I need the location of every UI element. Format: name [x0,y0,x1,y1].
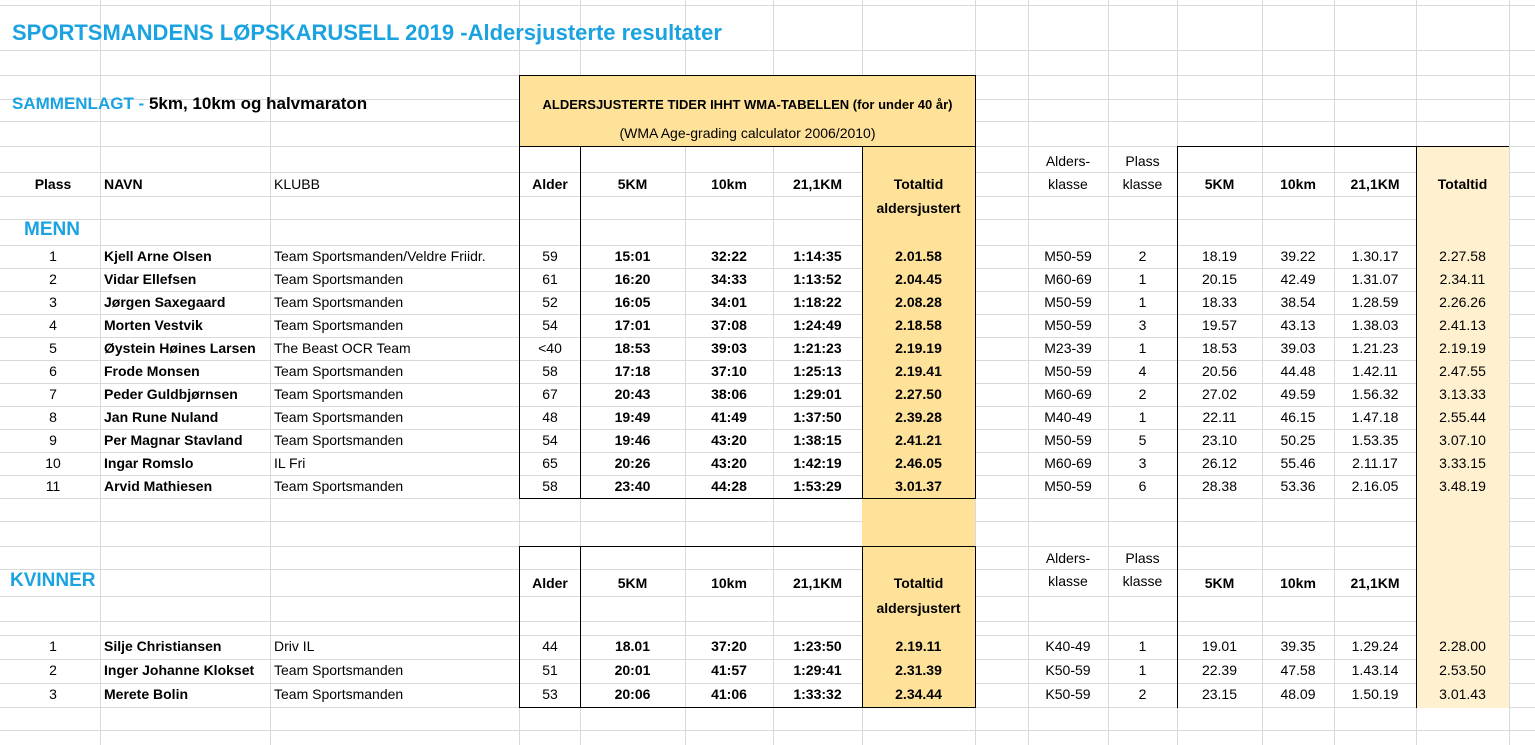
subtitle [8,91,513,117]
subtitle-rest: 5km, 10km og halvmaraton [148,94,368,114]
women-header-10km-right: 10km [1280,574,1316,591]
men-klubb-cell: Team Sportsmanden [274,271,404,288]
men-km21-cell: 1:21:23 [793,340,842,357]
men-km10-cell: 32:22 [711,248,747,265]
men-alder-cell: <40 [538,340,562,357]
header-totaltid: Totaltid [893,175,944,192]
men-km5-cell: 19:46 [614,432,651,449]
men-r5-cell: 26.12 [1201,455,1238,472]
men-klasse-cell: M60-69 [1044,455,1092,472]
men-rtot-cell: 2.41.13 [1439,317,1486,334]
men-plass-cell: 5 [49,340,57,357]
men-r21-cell: 1.28.59 [1351,294,1399,311]
men-navn-cell: Peder Guldbjørnsen [104,386,238,403]
men-klasse-cell: M60-69 [1044,271,1092,288]
wma-subtitle: (WMA Age-grading calculator 2006/2010) [619,124,876,141]
men-plass-klasse-cell: 3 [1138,317,1147,334]
men-total-cell: 2.27.50 [895,386,942,403]
women-table-bottom [519,707,975,708]
men-alder-cell: 65 [542,455,558,472]
men-km5-cell: 16:20 [614,271,651,288]
men-km10-cell: 37:08 [711,317,747,334]
women-km21-cell: 1:23:50 [793,638,842,655]
men-r10-cell: 55.46 [1280,455,1316,472]
men-r10-cell: 39.22 [1280,248,1316,265]
men-plass-cell: 4 [49,317,57,334]
men-klasse-cell: M60-69 [1044,386,1092,403]
women-km10-cell: 41:06 [711,686,747,703]
men-total-cell: 2.04.45 [895,271,942,288]
men-km5-cell: 20:26 [614,455,651,472]
men-km21-cell: 1:42:19 [793,455,842,472]
men-km5-cell: 17:18 [614,363,651,380]
men-plass-klasse-cell: 5 [1138,432,1147,449]
men-navn-cell: Jan Rune Nuland [104,409,219,426]
women-klasse-cell: K50-59 [1045,662,1091,679]
men-rtot-cell: 3.07.10 [1439,432,1486,449]
women-km5-cell: 18.01 [614,638,651,655]
men-klubb-cell: Team Sportsmanden/Veldre Friidr. [274,248,486,265]
men-r10-cell: 43.13 [1280,317,1316,334]
women-klasse-cell: K40-49 [1045,638,1091,655]
men-klubb-cell: Team Sportsmanden [274,432,404,449]
header-alders: Alders- [1045,152,1091,169]
men-r5-cell: 20.56 [1201,363,1238,380]
men-plass-cell: 11 [45,478,61,495]
men-plass-klasse-cell: 1 [1138,271,1147,288]
men-navn-cell: Øystein Høines Larsen [104,340,256,357]
men-klubb-cell: Team Sportsmanden [274,386,404,403]
men-r5-cell: 27.02 [1201,386,1238,403]
men-km5-cell: 20:43 [614,386,651,403]
women-plass-cell: 3 [49,686,57,703]
men-alder-cell: 61 [542,271,558,288]
men-r21-cell: 1.31.07 [1351,271,1399,288]
right-table-top [1177,146,1509,147]
header-21km-right: 21,1KM [1350,175,1400,192]
men-plass-klasse-cell: 2 [1138,386,1147,403]
men-total-cell: 2.19.41 [895,363,942,380]
men-klasse-cell: M50-59 [1044,363,1092,380]
page-title: SPORTSMANDENS LØPSKARUSELL 2019 -Aldersjusterte resultater [12,20,722,46]
men-km5-cell: 18:53 [614,340,651,357]
men-rtot-cell: 2.19.19 [1439,340,1486,357]
men-km10-cell: 43:20 [711,455,747,472]
men-r10-cell: 42.49 [1280,271,1316,288]
women-klasse-cell: K50-59 [1045,686,1091,703]
men-rtot-cell: 2.55.44 [1439,409,1486,426]
men-r21-cell: 1.30.17 [1351,248,1399,265]
men-navn-cell: Morten Vestvik [104,317,203,334]
men-km21-cell: 1:37:50 [793,409,842,426]
men-r10-cell: 53.36 [1280,478,1316,495]
women-alder-cell: 53 [542,686,558,703]
men-km5-cell: 17:01 [614,317,651,334]
women-klubb-cell: Driv IL [274,638,315,655]
men-plass-cell: 1 [49,248,57,265]
men-km5-cell: 23:40 [614,478,651,495]
header-klasse: klasse [1048,175,1088,192]
men-klasse-cell: M50-59 [1044,432,1092,449]
header-5km-right: 5KM [1204,175,1235,192]
men-r5-cell: 22.11 [1202,409,1237,426]
women-plass-klasse-cell: 1 [1138,638,1147,655]
women-alder-cell: 44 [542,638,558,655]
men-navn-cell: Kjell Arne Olsen [104,248,212,265]
men-plass-klasse-cell: 4 [1138,363,1147,380]
women-r5-cell: 19.01 [1201,638,1238,655]
men-navn-cell: Frode Monsen [104,363,200,380]
men-r5-cell: 19.57 [1201,317,1238,334]
women-header-klasse2: klasse [1122,572,1163,589]
men-navn-cell: Jørgen Saxegaard [104,294,226,311]
men-table-right [975,75,976,499]
men-plass-klasse-cell: 1 [1138,340,1147,357]
men-rtot-cell: 3.33.15 [1439,455,1486,472]
women-km10-cell: 41:57 [711,662,747,679]
men-klubb-cell: Team Sportsmanden [274,317,404,334]
women-r10-cell: 47.58 [1280,662,1316,679]
men-alder-cell: 58 [542,478,558,495]
women-plass-cell: 1 [49,638,57,655]
men-r21-cell: 1.21.23 [1351,340,1399,357]
women-header-alder: Alder [532,574,568,591]
header-aldersjustert: aldersjustert [876,199,961,216]
women-total-cell: 2.31.39 [895,662,942,679]
women-header-10km: 10km [711,574,747,591]
men-r5-cell: 18.19 [1201,248,1238,265]
men-rtot-cell: 2.27.58 [1439,248,1486,265]
men-navn-cell: Arvid Mathiesen [104,478,213,495]
men-alder-cell: 54 [542,432,558,449]
men-total-cell: 2.46.05 [895,455,942,472]
men-total-cell: 2.18.58 [895,317,942,334]
men-klubb-cell: Team Sportsmanden [274,294,404,311]
men-km21-cell: 1:25:13 [793,363,842,380]
women-klubb-cell: Team Sportsmanden [274,662,404,679]
women-plass-klasse-cell: 2 [1138,686,1147,703]
women-r5-cell: 23.15 [1201,686,1238,703]
women-header-aldersjustert: aldersjustert [876,599,961,616]
men-km10-cell: 34:01 [711,294,747,311]
men-km5-cell: 19:49 [614,409,651,426]
men-total-cell: 3.01.37 [895,478,942,495]
men-r21-cell: 1.56.32 [1351,386,1399,403]
men-km10-cell: 38:06 [711,386,747,403]
men-r5-cell: 28.38 [1201,478,1238,495]
header-navn: NAVN [104,175,143,192]
men-r21-cell: 1.42.11 [1352,363,1398,380]
men-km5-cell: 15:01 [614,248,651,265]
men-km10-cell: 41:49 [711,409,747,426]
men-plass-klasse-cell: 3 [1138,455,1147,472]
men-km21-cell: 1:13:52 [793,271,842,288]
women-r10-cell: 48.09 [1280,686,1316,703]
men-klasse-cell: M23-39 [1044,340,1092,357]
header-10km-right: 10km [1280,175,1316,192]
women-header-alders: Alders- [1045,549,1091,566]
women-table-top [519,546,975,547]
section-menn: MENN [24,219,80,241]
men-rtot-cell: 3.48.19 [1439,478,1486,495]
men-km21-cell: 1:18:22 [793,294,842,311]
men-klubb-cell: IL Fri [274,455,306,472]
women-header-5km-right: 5KM [1204,574,1235,591]
men-km5-cell: 16:05 [614,294,651,311]
men-klasse-cell: M50-59 [1044,294,1092,311]
men-total-cell: 2.08.28 [895,294,942,311]
men-km21-cell: 1:24:49 [793,317,842,334]
men-plass-cell: 6 [49,363,57,380]
men-navn-cell: Vidar Ellefsen [104,271,197,288]
men-plass-klasse-cell: 1 [1138,294,1147,311]
men-r10-cell: 50.25 [1280,432,1316,449]
header-5km: 5KM [617,175,648,192]
women-r10-cell: 39.35 [1280,638,1316,655]
men-km21-cell: 1:14:35 [793,248,842,265]
wma-box-top [519,75,975,76]
men-total-cell: 2.19.19 [895,340,942,357]
men-r21-cell: 2.11.17 [1352,455,1398,472]
men-rtot-cell: 3.13.33 [1439,386,1486,403]
men-total-cell: 2.41.21 [895,432,942,449]
women-alder-cell: 51 [542,662,558,679]
women-km21-cell: 1:33:32 [793,686,842,703]
header-klubb: KLUBB [274,175,320,192]
men-r10-cell: 39.03 [1280,340,1316,357]
women-header-totaltid: Totaltid [893,574,944,591]
women-r5-cell: 22.39 [1201,662,1238,679]
men-r5-cell: 18.33 [1201,294,1238,311]
header-klasse2: klasse [1122,175,1163,192]
wma-box-mid [519,146,975,147]
men-plass-klasse-cell: 1 [1138,409,1147,426]
men-klubb-cell: Team Sportsmanden [274,363,404,380]
men-km10-cell: 39:03 [711,340,747,357]
women-plass-cell: 2 [49,662,57,679]
header-plass2: Plass [1125,152,1160,169]
women-header-5km: 5KM [617,574,648,591]
women-km5-cell: 20:01 [614,662,651,679]
men-plass-cell: 7 [49,386,57,403]
men-r5-cell: 18.53 [1201,340,1238,357]
men-klubb-cell: Team Sportsmanden [274,478,404,495]
men-alder-cell: 54 [542,317,558,334]
men-table-bottom [519,498,975,499]
men-alder-cell: 52 [542,294,558,311]
men-rtot-cell: 2.47.55 [1439,363,1486,380]
men-rtot-cell: 2.26.26 [1439,294,1486,311]
men-r21-cell: 1.38.03 [1351,317,1399,334]
header-10km: 10km [711,175,747,192]
women-rtot-cell: 3.01.43 [1439,686,1486,703]
men-klasse-cell: M50-59 [1044,317,1092,334]
header-totaltid-right: Totaltid [1437,175,1488,192]
women-header-21km-right: 21,1KM [1350,574,1400,591]
women-klubb-cell: Team Sportsmanden [274,686,404,703]
women-navn-cell: Merete Bolin [104,686,189,703]
men-klasse-cell: M50-59 [1044,248,1092,265]
women-header-klasse: klasse [1048,572,1088,589]
men-total-cell: 2.39.28 [895,409,942,426]
women-header-plass2: Plass [1125,549,1160,566]
wma-title: ALDERSJUSTERTE TIDER IHHT WMA-TABELLEN (for under 40 år) [542,96,953,112]
women-total-cell: 2.34.44 [895,686,942,703]
header-21km: 21,1KM [792,175,843,192]
men-rtot-cell: 2.34.11 [1439,271,1486,288]
header-alder: Alder [532,175,568,192]
men-km10-cell: 44:28 [711,478,747,495]
women-navn-cell: Silje Christiansen [104,638,222,655]
men-km10-cell: 37:10 [711,363,747,380]
men-km21-cell: 1:38:15 [793,432,842,449]
men-km10-cell: 34:33 [711,271,747,288]
men-r21-cell: 1.53.35 [1351,432,1399,449]
men-r10-cell: 38.54 [1280,294,1316,311]
men-km10-cell: 43:20 [711,432,747,449]
women-km10-cell: 37:20 [711,638,747,655]
men-alder-cell: 58 [542,363,558,380]
women-header-21km: 21,1KM [792,574,843,591]
women-r21-cell: 1.43.14 [1351,662,1399,679]
men-r5-cell: 20.15 [1201,271,1238,288]
men-plass-cell: 3 [49,294,57,311]
men-plass-cell: 2 [49,271,57,288]
men-klubb-cell: Team Sportsmanden [274,409,404,426]
men-alder-cell: 67 [542,386,558,403]
men-total-cell: 2.01.58 [895,248,942,265]
women-table-right [975,546,976,708]
women-total-cell: 2.19.11 [895,638,942,655]
men-klasse-cell: M50-59 [1044,478,1092,495]
women-km5-cell: 20:06 [614,686,651,703]
section-kvinner: KVINNER [10,570,96,592]
women-km21-cell: 1:29:41 [793,662,842,679]
women-navn-cell: Inger Johanne Klokset [104,662,255,679]
men-navn-cell: Per Magnar Stavland [104,432,243,449]
men-navn-cell: Ingar Romslo [104,455,194,472]
women-rtot-cell: 2.28.00 [1439,638,1486,655]
men-r10-cell: 46.15 [1280,409,1316,426]
men-r21-cell: 1.47.18 [1351,409,1399,426]
men-km21-cell: 1:53:29 [793,478,842,495]
header-plass: Plass [34,175,72,192]
men-plass-cell: 10 [45,455,61,472]
men-plass-cell: 8 [49,409,57,426]
men-klubb-cell: The Beast OCR Team [274,340,411,357]
men-r5-cell: 23.10 [1201,432,1238,449]
men-plass-klasse-cell: 2 [1138,248,1147,265]
women-r21-cell: 1.50.19 [1351,686,1399,703]
women-r21-cell: 1.29.24 [1351,638,1399,655]
men-klasse-cell: M40-49 [1044,409,1092,426]
men-plass-klasse-cell: 6 [1138,478,1147,495]
men-plass-cell: 9 [49,432,57,449]
men-r10-cell: 49.59 [1280,386,1316,403]
women-plass-klasse-cell: 1 [1138,662,1147,679]
women-rtot-cell: 2.53.50 [1439,662,1486,679]
men-alder-cell: 48 [542,409,558,426]
men-km21-cell: 1:29:01 [793,386,842,403]
men-r10-cell: 44.48 [1280,363,1316,380]
men-alder-cell: 59 [542,248,558,265]
men-r21-cell: 2.16.05 [1351,478,1399,495]
subtitle-prefix: SAMMENLAGT - [12,94,149,114]
